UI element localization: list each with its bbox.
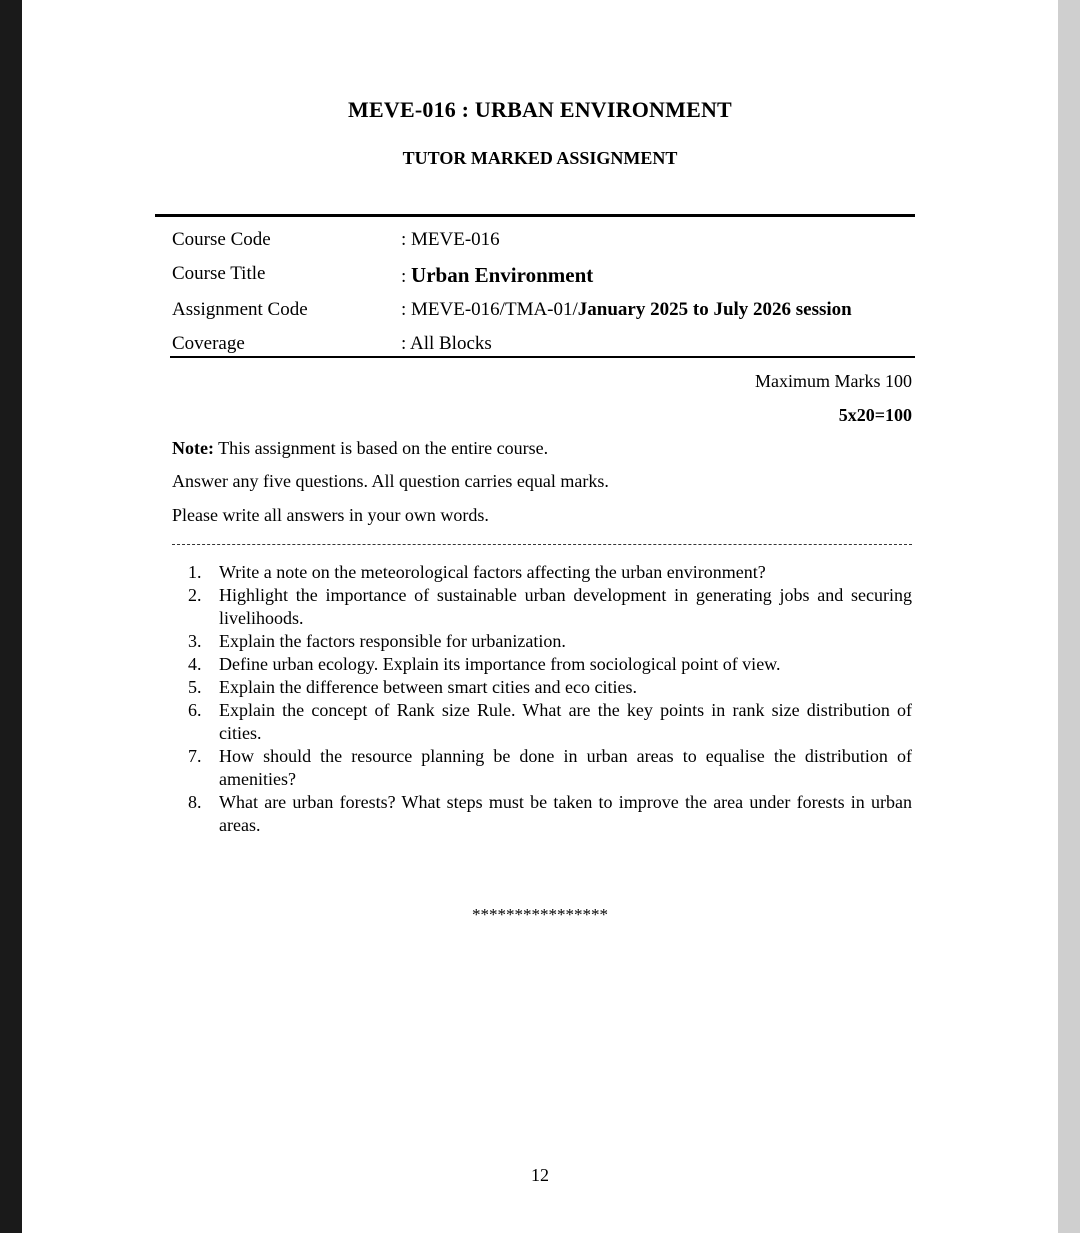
instruction-own-words: Please write all answers in your own words. xyxy=(172,505,489,525)
instruction-answer-five: Answer any five questions. All question carries equal marks. xyxy=(172,471,609,491)
coverage-value: : All Blocks xyxy=(401,333,492,354)
document-page xyxy=(22,0,1058,1233)
document-title: MEVE-016 : URBAN ENVIRONMENT xyxy=(348,97,732,122)
course-code-label: Course Code xyxy=(172,229,271,250)
coverage-label: Coverage xyxy=(172,333,245,354)
question-item: 2. Highlight the importance of sustainable urban development in generating jobs and securing livelihoods. xyxy=(188,585,912,628)
viewer-right-edge xyxy=(1058,0,1080,1233)
course-title-value: : Urban Environment xyxy=(401,263,594,287)
assignment-code-value: : MEVE-016/TMA-01/January 2025 to July 2026 session xyxy=(401,299,852,320)
question-item: 5. Explain the difference between smart cities and eco cities. xyxy=(188,677,637,697)
question-item: 6. Explain the concept of Rank size Rule. What are the key points in rank size distribution of cities. xyxy=(188,700,912,743)
question-item: 3. Explain the factors responsible for urbanization. xyxy=(188,631,566,651)
question-item: 4. Define urban ecology. Explain its importance from sociological point of view. xyxy=(188,654,781,674)
page-number: 12 xyxy=(531,1165,549,1185)
note-text: This assignment is based on the entire course. xyxy=(213,438,549,458)
note-label: Note: xyxy=(172,438,214,458)
top-rule xyxy=(155,214,915,217)
question-item: 8. What are urban forests? What steps must be taken to improve the area under forests in urban areas. xyxy=(188,792,912,835)
course-code-value: : MEVE-016 xyxy=(401,229,500,250)
question-list xyxy=(172,561,912,837)
question-item: 7. How should the resource planning be done in urban areas to equalise the distribution of amenities? xyxy=(188,746,912,789)
note-line xyxy=(172,438,548,459)
dashed-separator xyxy=(172,544,912,545)
marks-formula: 5x20=100 xyxy=(838,405,912,425)
course-title-label: Course Title xyxy=(172,263,266,284)
question-item: 1. Write a note on the meteorological factors affecting the urban environment? xyxy=(188,562,766,582)
end-marker: **************** xyxy=(472,905,608,924)
document-subtitle: TUTOR MARKED ASSIGNMENT xyxy=(402,148,678,168)
assignment-code-label: Assignment Code xyxy=(172,299,308,320)
bottom-rule xyxy=(170,356,915,358)
maximum-marks: Maximum Marks 100 xyxy=(755,371,912,391)
